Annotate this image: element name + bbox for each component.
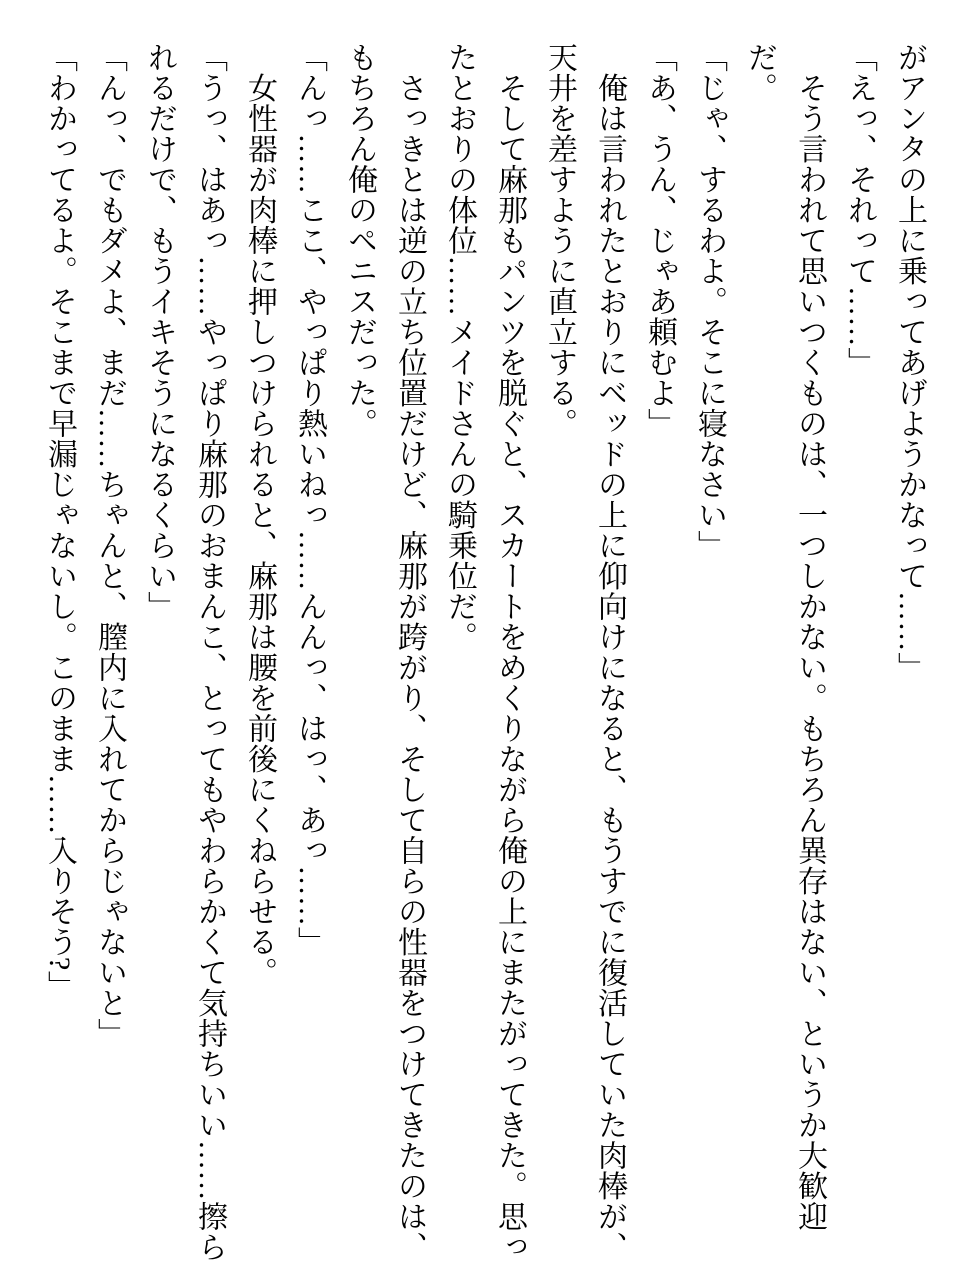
text-line: 「んっ……ここ、やっぱり熱いねっ……んんっ、はっ、あっ……」 bbox=[293, 42, 326, 957]
novel-page-text bbox=[34, 42, 934, 1262]
text-line: さっきとは逆の立ち位置だけど、麻那が跨がり、そして自らの性器をつけてきたのは、 bbox=[393, 42, 426, 1262]
text-line: 「えっ、それって……」 bbox=[843, 42, 876, 378]
text-line: れるだけで、もうイキそうになるくらい」 bbox=[143, 42, 176, 622]
text-line: そう言われて思いつくものは、一つしかない。もちろん異存はない、というか大歓迎 bbox=[793, 42, 826, 1232]
text-line: 俺は言われたとおりにベッドの上に仰向けになると、もうすでに復活していた肉棒が、 bbox=[593, 42, 626, 1262]
text-line: だ。 bbox=[743, 42, 776, 103]
text-line: たとおりの体位……メイドさんの騎乗位だ。 bbox=[443, 42, 476, 652]
text-line: そして麻那もパンツを脱ぐと、スカートをめくりながら俺の上にまたがってきた。思っ bbox=[493, 42, 526, 1262]
text-line: 「うっ、はあっ……やっぱり麻那のおまんこ、とってもやわらかくて気持ちいい……擦ら bbox=[193, 42, 226, 1262]
text-line: 天井を差すように直立する。 bbox=[543, 42, 576, 439]
text-line: 「んっ、でもダメよ、まだ……ちゃんと、膣内に入れてからじゃないと」 bbox=[93, 42, 126, 1049]
text-line: もちろん俺のペニスだった。 bbox=[343, 42, 376, 439]
text-line: 「あ、うん、じゃあ頼むよ」 bbox=[643, 42, 676, 439]
text-line: 女性器が肉棒に押しつけられると、麻那は腰を前後にくねらせる。 bbox=[243, 42, 276, 988]
text-line: 「じゃ、するわよ。そこに寝なさい」 bbox=[693, 42, 726, 561]
text-line: がアンタの上に乗ってあげようかなって……」 bbox=[893, 42, 926, 683]
text-line: 「わかってるよ。そこまで早漏じゃないし。このまま……入りそう?」 bbox=[43, 42, 76, 1002]
